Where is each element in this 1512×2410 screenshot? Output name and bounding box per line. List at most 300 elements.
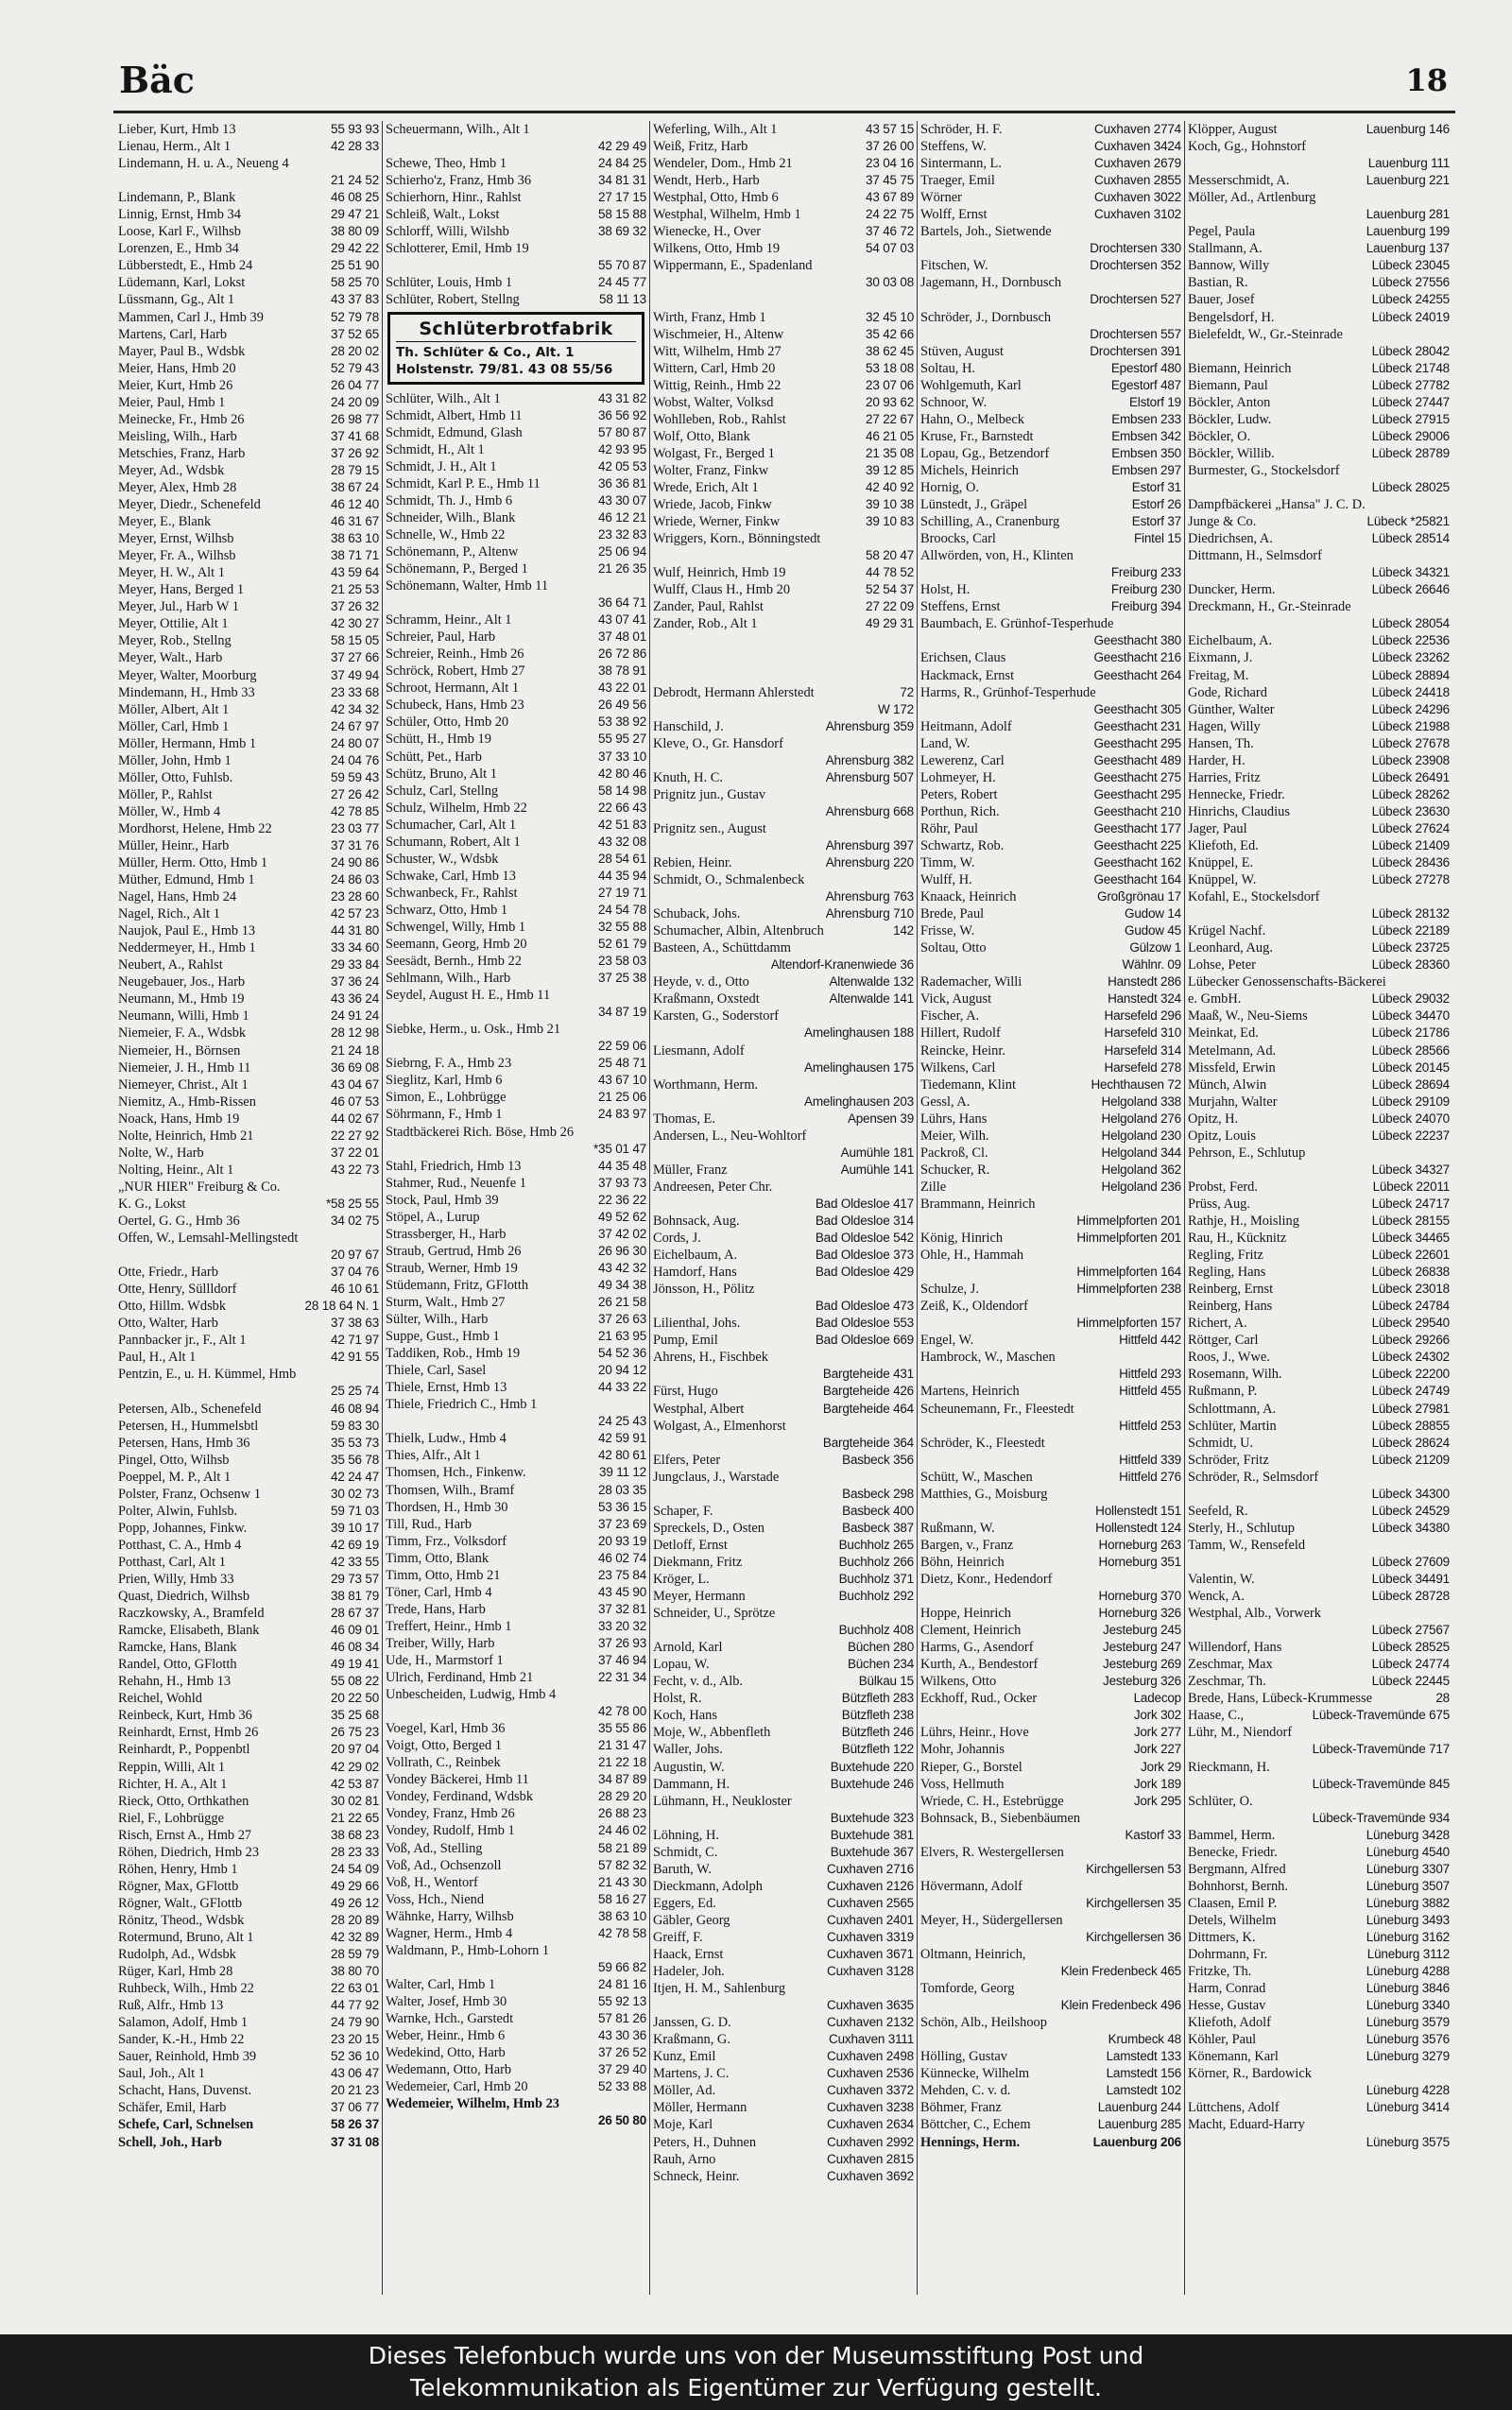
listing-entry	[386, 885, 646, 902]
entry-name: Wendeler, Dom., Hmb 21	[653, 156, 793, 172]
entry-name: Möller, W., Hmb 4	[118, 803, 221, 819]
entry-name: Lohse, Peter	[1188, 957, 1256, 973]
listing-entry	[920, 547, 1181, 564]
listing-entry	[920, 1537, 1181, 1554]
entry-name: Körner, R., Bardowick	[1188, 2066, 1312, 2082]
listing-entry	[653, 326, 914, 343]
entry-name: Fritzke, Th.	[1188, 1964, 1252, 1980]
listing-entry	[1188, 496, 1450, 513]
entry-phone: 37 46 94	[598, 1652, 646, 1667]
entry-name: Kunz, Emil	[653, 2049, 716, 2065]
listing-entry	[920, 803, 1181, 820]
entry-name: Lewerenz, Carl	[920, 752, 1005, 768]
listing-entry	[118, 752, 379, 769]
entry-name: Möller, Otto, Fuhlsb.	[118, 769, 233, 785]
listing-entry	[653, 2099, 914, 2116]
entry-phone: 21 25 53	[331, 582, 379, 597]
entry-name: Michels, Heinrich	[920, 462, 1019, 478]
entry-name: Nagel, Rich., Alt 1	[118, 906, 220, 922]
listing-entry	[653, 445, 914, 462]
entry-phone: 42 69 19	[331, 1537, 379, 1552]
entry-phone: 43 37 83	[331, 292, 379, 307]
entry-phone: Lübeck 28360	[1371, 957, 1450, 973]
listing-entry	[386, 594, 646, 611]
entry-name: Detels, Wilhelm	[1188, 1912, 1277, 1928]
entry-phone: 37 27 66	[331, 650, 379, 665]
entry-phone: 28	[1435, 1691, 1450, 1706]
entry-name: Dieckmann, Adolph	[653, 1878, 763, 1894]
entry-name: Pingel, Otto, Wilhsb	[118, 1452, 230, 1468]
listing-entry	[118, 1110, 379, 1128]
listing-entry	[386, 936, 646, 953]
listing-entry	[118, 1929, 379, 1946]
entry-name: Hesse, Gustav	[1188, 1998, 1266, 2014]
entry-phone: Geesthacht 295	[1093, 786, 1181, 801]
entry-name: Polter, Alwin, Fuhlsb.	[118, 1503, 238, 1519]
listing-entry	[1188, 1230, 1450, 1247]
entry-phone: 37 31 08	[331, 2134, 379, 2149]
listing-entry	[386, 1260, 646, 1277]
entry-name: Schreier, Paul, Harb	[386, 629, 496, 646]
entry-phone: Embsen 297	[1111, 462, 1181, 477]
entry-name: Schlottmann, A.	[1188, 1401, 1277, 1417]
listing-entry	[920, 1810, 1181, 1827]
listing-entry	[653, 360, 914, 377]
entry-phone: Ahrensburg 668	[825, 803, 914, 818]
entry-phone: 49 52 62	[598, 1209, 646, 1224]
entry-name: Thomsen, Wilh., Bramf	[386, 1482, 515, 1498]
listing-entry	[118, 905, 379, 922]
listing-entry	[653, 632, 914, 649]
entry-phone: Lübeck 28894	[1371, 667, 1450, 682]
listing-entry	[386, 1055, 646, 1072]
entry-phone: 142	[893, 923, 914, 938]
entry-name: Straub, Werner, Hmb 19	[386, 1260, 518, 1276]
listing-entry	[386, 1447, 646, 1464]
entry-phone: Lübeck 27782	[1371, 377, 1450, 392]
entry-name: Voegel, Karl, Hmb 36	[386, 1721, 506, 1737]
listing-entry	[118, 1639, 379, 1656]
entry-phone: 53 36 15	[598, 1499, 646, 1514]
entry-name: Dittmann, H., Selmsdorf	[1188, 548, 1322, 564]
entry-name: Rönitz, Theod., Wdsbk	[118, 1912, 245, 1928]
entry-name: Lühr, M., Niendorf	[1188, 1725, 1293, 1741]
entry-name: Wippermann, E., Spadenland	[653, 258, 813, 274]
listing-entry	[920, 701, 1181, 718]
entry-phone: Lübeck 26838	[1371, 1265, 1450, 1280]
listing-entry	[920, 1162, 1181, 1179]
listing-entry	[653, 752, 914, 769]
entry-phone: Buchholz 371	[838, 1571, 914, 1586]
listing-entry	[653, 1452, 914, 1469]
entry-phone: 26 75 23	[331, 1725, 379, 1740]
entry-phone: 20 97 04	[331, 1742, 379, 1757]
entry-phone: Lübeck 24717	[1371, 1196, 1450, 1211]
listing-entry	[653, 1605, 914, 1622]
entry-phone: Helgoland 276	[1101, 1110, 1181, 1126]
entry-phone: 22 27 92	[331, 1128, 379, 1143]
entry-name: Waller, Johs.	[653, 1742, 723, 1758]
entry-phone: 23 33 68	[331, 684, 379, 699]
entry-name: Seydel, August H. E., Hmb 11	[386, 988, 551, 1004]
listing-entry	[653, 820, 914, 837]
entry-phone: Lübeck 29006	[1371, 428, 1450, 443]
entry-name: Zeiß, K., Oldendorf	[920, 1299, 1028, 1315]
entry-phone: 23 07 06	[866, 377, 914, 392]
entry-name: Sander, K.-H., Hmb 22	[118, 2032, 245, 2048]
entry-name: Naujok, Paul E., Hmb 13	[118, 923, 256, 939]
listing-entry	[118, 1503, 379, 1520]
listing-entry	[1188, 1741, 1450, 1758]
entry-phone: Jesteburg 269	[1103, 1657, 1181, 1672]
listing-entry	[1188, 581, 1450, 598]
listing-entry	[1188, 803, 1450, 820]
entry-name: Steffens, W.	[920, 139, 987, 155]
entry-phone: 21 26 35	[598, 560, 646, 576]
entry-name: Lübberstedt, E., Hmb 24	[118, 258, 253, 274]
entry-name: Timm, W.	[920, 855, 975, 871]
entry-phone: 52 33 88	[598, 2079, 646, 2094]
listing-entry	[920, 394, 1181, 411]
listing-entry	[1188, 956, 1450, 973]
entry-name: Meier, Paul, Hmb 1	[118, 394, 226, 410]
entry-phone: Hanstedt 324	[1108, 991, 1181, 1007]
listing-entry	[653, 1520, 914, 1537]
listing-entry	[1188, 223, 1450, 240]
listing-entry	[1188, 530, 1450, 547]
entry-name: Zander, Paul, Rahlst	[653, 599, 764, 615]
listing-entry	[920, 1639, 1181, 1656]
entry-name: Wolgast, A., Elmenhorst	[653, 1418, 786, 1434]
entry-phone: Buxtehude 246	[830, 1776, 914, 1791]
listing-entry	[920, 1007, 1181, 1024]
entry-phone: 49 19 41	[331, 1657, 379, 1672]
entry-phone: 42 71 97	[331, 1333, 379, 1348]
entry-phone: Helgoland 344	[1101, 1145, 1181, 1160]
listing-entry	[920, 172, 1181, 189]
listing-entry	[920, 1776, 1181, 1793]
listing-entry	[920, 939, 1181, 956]
entry-phone: 26 88 23	[598, 1806, 646, 1821]
listing-entry	[118, 973, 379, 990]
listing-entry	[920, 1264, 1181, 1281]
entry-phone: Hollenstedt 151	[1095, 1503, 1181, 1518]
entry-name: Eckhoff, Rud., Ocker	[920, 1691, 1038, 1707]
listing-entry	[653, 377, 914, 394]
entry-phone: Lübeck-Travemünde 675	[1312, 1708, 1450, 1723]
listing-entry	[118, 1145, 379, 1162]
listing-entry	[118, 1042, 379, 1059]
entry-name: Lübecker Genossenschafts-Bäckerei	[1188, 974, 1386, 990]
entry-phone: Geesthacht 164	[1093, 872, 1181, 887]
listing-entry	[653, 2031, 914, 2048]
entry-phone: Horneburg 326	[1098, 1606, 1181, 1621]
listing-entry	[920, 479, 1181, 496]
entry-name: e. GmbH.	[1188, 991, 1242, 1007]
listing-entry	[1188, 2014, 1450, 2031]
entry-phone: Cuxhaven 2815	[827, 2151, 914, 2166]
listing-entry	[118, 1895, 379, 1912]
listing-entry	[386, 817, 646, 834]
listing-entry	[118, 1383, 379, 1400]
listing-entry	[653, 1247, 914, 1264]
entry-phone: 42 30 27	[331, 616, 379, 631]
listing-entry	[920, 309, 1181, 326]
listing-entry	[1188, 1656, 1450, 1673]
entry-name: Schumacher, Albin, Altenbruch	[653, 923, 824, 939]
entry-name: Pentzin, E., u. H. Kümmel, Hmb	[118, 1367, 297, 1383]
entry-name: Missfeld, Erwin	[1188, 1059, 1276, 1076]
entry-name: Schwanbeck, Fr., Rahlst	[386, 885, 518, 901]
entry-phone: 44 31 80	[331, 923, 379, 938]
listing-entry	[653, 2116, 914, 2133]
entry-name: Itjen, H. M., Sahlenburg	[653, 1981, 786, 1997]
listing-entry	[653, 803, 914, 820]
entry-phone: Lauenburg 221	[1366, 173, 1450, 188]
listing-entry	[118, 1435, 379, 1452]
entry-name: Westphal, Otto, Hmb 6	[653, 190, 779, 206]
entry-phone: Jesteburg 247	[1103, 1640, 1181, 1655]
listing-entry	[1188, 1537, 1450, 1554]
entry-name: Rehahn, H., Hmb 13	[118, 1674, 232, 1690]
listing-entry	[118, 1588, 379, 1605]
entry-name: Möller, Carl, Hmb 1	[118, 718, 230, 734]
entry-phone: Bützfleth 283	[841, 1691, 914, 1706]
entry-name: Wähnke, Harry, Wilhsb	[386, 1908, 514, 1924]
listing-entry	[386, 1089, 646, 1106]
entry-name: Mordhorst, Helene, Hmb 22	[118, 820, 272, 836]
entry-phone: Lübeck 34470	[1371, 1008, 1450, 1024]
entry-name: Schnoor, W.	[920, 394, 988, 410]
entry-phone: Lüneburg 3882	[1366, 1895, 1450, 1910]
listing-entry	[386, 1652, 646, 1669]
listing-entry	[920, 2014, 1181, 2031]
entry-phone: Geesthacht 305	[1093, 701, 1181, 716]
listing-entry	[653, 718, 914, 735]
listing-entry	[653, 479, 914, 496]
entry-phone: 42 05 53	[598, 458, 646, 473]
entry-phone: 23 28 60	[331, 889, 379, 904]
entry-name: Baumbach, E. Grünhof-Tesperhude	[920, 616, 1114, 632]
entry-name: Schilling, A., Cranenburg	[920, 514, 1060, 530]
listing-entry	[920, 1929, 1181, 1946]
entry-phone: Horneburg 351	[1098, 1554, 1181, 1569]
listing-entry	[386, 2010, 646, 2027]
entry-name: Packroß, Cl.	[920, 1145, 988, 1161]
entry-name: Sieglitz, Karl, Hmb 6	[386, 1073, 503, 1089]
listing-entry	[1188, 547, 1450, 564]
entry-name: Oertel, G. G., Hmb 36	[118, 1214, 240, 1229]
entry-phone: Basbeck 356	[842, 1452, 914, 1467]
entry-name: Bastian, R.	[1188, 275, 1248, 291]
listing-entry	[653, 428, 914, 445]
entry-name: Schleiß, Walt., Lokst	[386, 207, 500, 223]
listing-entry	[920, 1179, 1181, 1196]
entry-name: Jagemann, H., Dornbusch	[920, 275, 1062, 291]
entry-name: Röhen, Diedrich, Hmb 23	[118, 1844, 260, 1860]
entry-name: Treiber, Willy, Harb	[386, 1635, 495, 1651]
entry-phone: 26 50 80	[598, 2113, 646, 2128]
listing-entry	[1188, 615, 1450, 632]
entry-name: Wobst, Walter, Volksd	[653, 394, 774, 410]
entry-phone: Cuxhaven 3111	[829, 2032, 914, 2047]
entry-name: Hamdorf, Hans	[653, 1265, 737, 1281]
entry-phone: 42 33 55	[331, 1554, 379, 1569]
entry-name: Vondey, Franz, Hmb 26	[386, 1806, 515, 1822]
advertisement-box	[387, 312, 644, 385]
listing-entry	[1188, 2031, 1450, 2048]
entry-phone: 44 35 94	[598, 868, 646, 883]
entry-phone: 20 22 50	[331, 1691, 379, 1706]
entry-phone: 58 15 05	[331, 633, 379, 648]
entry-phone: Helgoland 230	[1101, 1128, 1181, 1143]
listing-entry	[653, 155, 914, 172]
entry-phone: Lüneburg 3507	[1366, 1878, 1450, 1893]
listing-entry	[118, 1007, 379, 1024]
listing-entry	[386, 189, 646, 206]
entry-name: Reinberg, Hans	[1188, 1299, 1273, 1315]
listing-entry	[386, 766, 646, 783]
entry-phone: Lübeck 29109	[1371, 1093, 1450, 1109]
listing-entry	[920, 496, 1181, 513]
entry-phone: Hittfeld 253	[1119, 1418, 1181, 1433]
entry-name: Reincke, Heinr.	[920, 1042, 1005, 1059]
listing-entry	[1188, 2134, 1450, 2151]
listing-entry	[118, 769, 379, 786]
entry-name: Böhmer, Franz	[920, 2100, 1002, 2116]
listing-entry	[386, 257, 646, 274]
entry-phone: Hittfeld 442	[1119, 1333, 1181, 1348]
listing-entry	[118, 1128, 379, 1145]
entry-name: Mammen, Carl J., Hmb 39	[118, 309, 264, 325]
listing-entry	[920, 1418, 1181, 1435]
listing-entry	[1188, 1264, 1450, 1281]
entry-phone: 52 54 37	[866, 582, 914, 597]
entry-name: Stöpel, A., Lurup	[386, 1209, 480, 1225]
entry-name: Mindemann, H., Hmb 33	[118, 684, 255, 700]
entry-phone: 53 18 08	[866, 360, 914, 375]
entry-name: Martens, J. C.	[653, 2066, 730, 2082]
entry-name: Schmidt, H., Alt 1	[386, 441, 485, 457]
listing-entry	[920, 1793, 1181, 1810]
listing-entry	[1188, 1622, 1450, 1639]
entry-phone: 43 32 08	[598, 834, 646, 849]
entry-phone: 37 04 76	[331, 1265, 379, 1280]
entry-phone: 49 29 66	[331, 1878, 379, 1893]
entry-name: Petersen, Alb., Schenefeld	[118, 1401, 262, 1417]
entry-name: Suppe, Gust., Hmb 1	[386, 1329, 500, 1345]
listing-entry	[118, 649, 379, 666]
listing-columns	[115, 121, 1455, 2295]
listing-entry	[386, 1584, 646, 1601]
entry-phone: 38 71 71	[331, 548, 379, 563]
listing-entry	[118, 2065, 379, 2082]
entry-name: Randel, Otto, GFlotth	[118, 1657, 237, 1673]
entry-phone: Lauenburg 137	[1366, 241, 1450, 256]
listing-entry	[653, 223, 914, 240]
entry-name: Dampfbäckerei „Hansa" J. C. D.	[1188, 497, 1366, 513]
entry-phone: 21 22 18	[598, 1755, 646, 1770]
entry-name: Dietz, Konr., Hedendorf	[920, 1571, 1053, 1587]
listing-entry	[386, 1840, 646, 1857]
entry-name: Mohr, Johannis	[920, 1742, 1005, 1758]
listing-entry	[118, 2116, 379, 2133]
listing-entry	[118, 632, 379, 649]
entry-name: Bielefeldt, W., Gr.-Steinrade	[1188, 326, 1343, 342]
entry-name: Wriede, Werner, Finkw	[653, 514, 781, 530]
listing-entry	[1188, 445, 1450, 462]
entry-name: Haase, C.,	[1188, 1708, 1245, 1724]
listing-entry	[118, 1537, 379, 1554]
listing-entry	[1188, 309, 1450, 326]
listing-entry	[653, 2151, 914, 2168]
entry-phone: 33 34 60	[331, 940, 379, 955]
entry-name: Hillert, Rudolf	[920, 1025, 1001, 1041]
entry-phone: Geesthacht 275	[1093, 769, 1181, 784]
entry-name: Harms, R., Grünhof-Tesperhude	[920, 684, 1096, 700]
entry-phone: 21 22 65	[331, 1810, 379, 1825]
listing-entry	[118, 939, 379, 956]
entry-name: Sturm, Walt., Hmb 27	[386, 1295, 506, 1310]
entry-name: Duncker, Herm.	[1188, 582, 1276, 598]
listing-entry	[920, 1145, 1181, 1162]
entry-name: Land, W.	[920, 735, 971, 751]
listing-entry	[118, 223, 379, 240]
entry-name: Basteen, A., Schüttdamm	[653, 940, 791, 956]
listing-entry	[920, 1076, 1181, 1093]
entry-phone: Embsen 342	[1111, 428, 1181, 443]
entry-name: Murjahn, Walter	[1188, 1093, 1278, 1110]
entry-name: Witt, Wilhelm, Hmb 27	[653, 343, 782, 359]
listing-entry	[1188, 479, 1450, 496]
listing-entry	[920, 1656, 1181, 1673]
entry-phone: Lüneburg 3112	[1366, 1947, 1450, 1962]
listing-entry	[118, 1571, 379, 1588]
entry-name: Cords, J.	[653, 1231, 701, 1247]
entry-name: Wrede, Erich, Alt 1	[653, 479, 759, 495]
entry-name: Eichelbaum, A.	[1188, 633, 1273, 649]
listing-entry	[920, 922, 1181, 939]
entry-phone: 58 21 89	[598, 1840, 646, 1855]
listing-entry	[653, 1707, 914, 1724]
entry-phone: Helgoland 236	[1101, 1179, 1181, 1194]
listing-entry	[1188, 2048, 1450, 2065]
listing-entry	[1188, 2082, 1450, 2099]
entry-name: Meyer, H., Südergellersen	[920, 1912, 1063, 1928]
entry-name: Otte, Henry, Süllldorf	[118, 1282, 237, 1298]
listing-entry	[386, 868, 646, 885]
entry-name: Meyer, Ad., Wdsbk	[118, 462, 225, 478]
listing-entry	[653, 189, 914, 206]
entry-name: Röhen, Henry, Hmb 1	[118, 1861, 238, 1877]
listing-entry	[386, 1925, 646, 1942]
entry-phone: 55 70 87	[598, 258, 646, 273]
listing-entry	[920, 769, 1181, 786]
entry-name: Meinecke, Fr., Hmb 26	[118, 411, 245, 427]
listing-entry	[920, 598, 1181, 615]
entry-name: Koch, Hans	[653, 1708, 717, 1724]
entry-phone: 46 07 53	[331, 1093, 379, 1109]
entry-name: Schröder, H. F.	[920, 122, 1003, 137]
listing-entry	[653, 701, 914, 718]
entry-name: Seemann, Georg, Hmb 20	[386, 937, 527, 953]
entry-phone: Apensen 39	[847, 1110, 914, 1126]
entry-name: Regling, Hans	[1188, 1265, 1266, 1281]
entry-name: Debrodt, Hermann Ahlerstedt	[653, 684, 815, 700]
entry-name: Till, Rud., Harb	[386, 1516, 472, 1532]
listing-entry	[118, 701, 379, 718]
listing-entry	[653, 343, 914, 360]
